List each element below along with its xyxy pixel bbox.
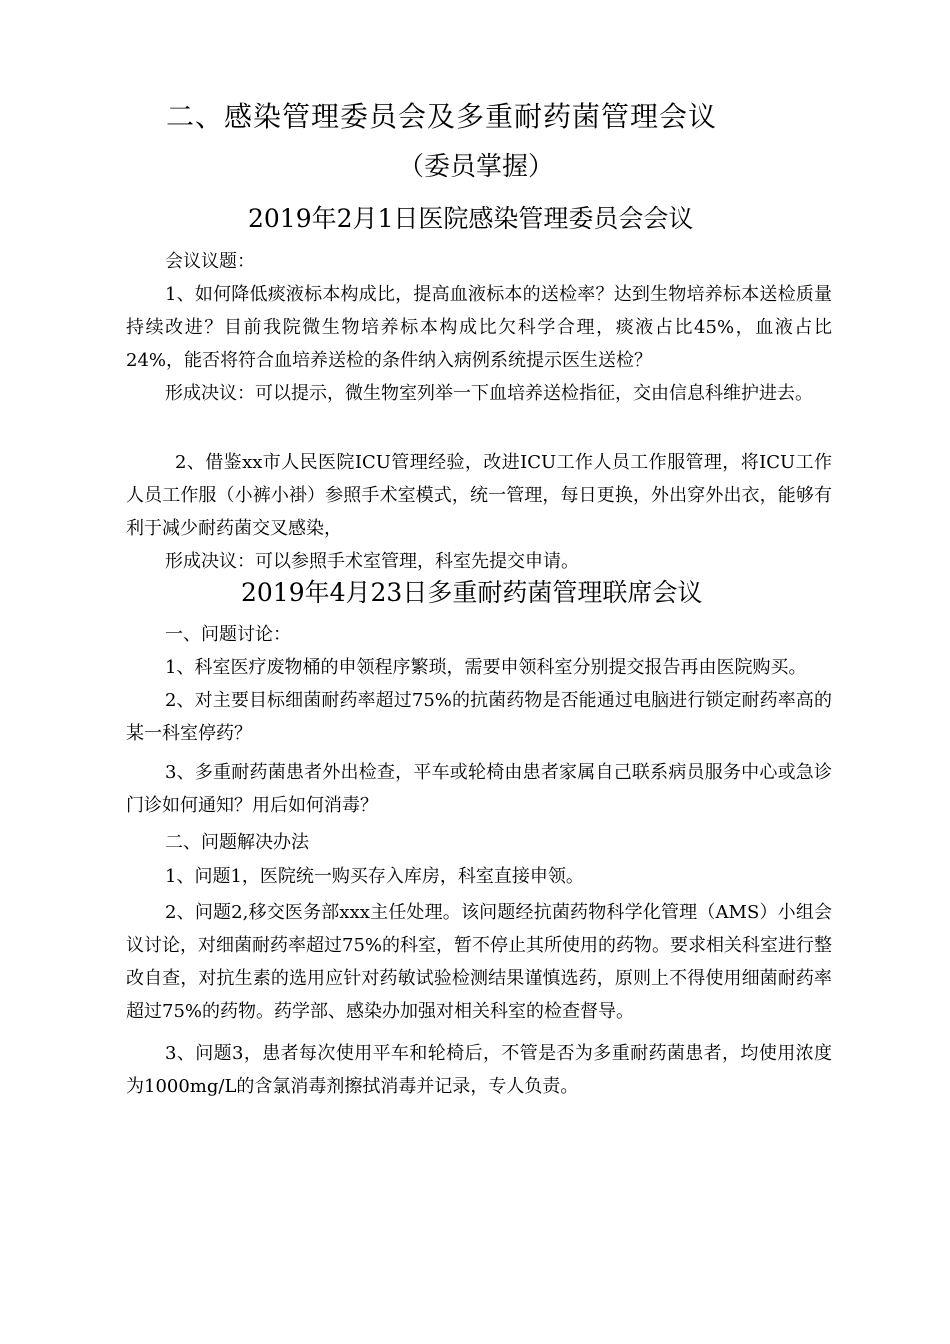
meeting1-item1: 1、如何降低痰液标本构成比，提高血液标本的送检率？达到生物培养标本送检质量持续改进？目前我院微生物培养标本构成比欠科学合理，痰液占比45%，血液占比24%，能否将符合血培养送检的条件纳入病例系统提示医生送检？ [126,284,832,371]
meeting2-solution2: 2、问题2,移交医务部xxx主任处理。该问题经抗菌药物科学化管理（AMS）小组会议讨论，对细菌耐药率超过75%的科室，暂不停止其所使用的药物。要求相关科室进行整改自查，对抗生素的选用应针对药敏试验检测结果谨慎选药，原则上不得使用细菌耐药率超过75%的药物。药学部、感染办加强对相关科室的检查督导。 [126,902,833,1022]
meeting2-question1: 1、科室医疗废物桶的申领程序繁琐，需要申领科室分别提交报告再由医院购买。 [165,657,807,678]
meeting2-question3: 3、多重耐药菌患者外出检查，平车或轮椅由患者家属自己联系病员服务中心或急诊门诊如何通知？用后如何消毒？ [126,762,832,816]
meeting2-solution3: 3、问题3，患者每次使用平车和轮椅后，不管是否为多重耐药菌患者，均使用浓度为1000mg/L的含氯消毒剂擦拭消毒并记录，专人负责。 [126,1043,832,1097]
document-title: 二、感染管理委员会及多重耐药菌管理会议 [166,100,718,133]
meeting1-agenda-label: 会议议题： [165,251,255,272]
meeting1-item2: 2、借鉴xx市人民医院ICU管理经验，改进ICU工作人员工作服管理，将ICU工作人员工作服（小裤小褂）参照手术室模式，统一管理，每日更换，外出穿外出衣，能够有利于减少耐药菌交叉感染， [126,452,832,539]
meeting1-resolution1: 形成决议：可以提示，微生物室列举一下血培养送检指征，交由信息科维护进去。 [165,383,813,404]
meeting2-heading: 2019年4月23日多重耐药菌管理联席会议 [241,578,703,607]
meeting2-solution1: 1、问题1，医院统一购买存入库房，科室直接申领。 [165,866,584,887]
document-subtitle: （委员掌握） [398,152,555,182]
meeting2-question2: 2、对主要目标细菌耐药率超过75%的抗菌药物是否能通过电脑进行锁定耐药率高的某一科室停药？ [126,690,832,744]
meeting2-solution-label: 二、问题解决办法 [165,832,309,853]
meeting1-resolution2: 形成决议：可以参照手术室管理，科室先提交申请。 [165,551,579,572]
meeting1-heading: 2019年2月1日医院感染管理委员会会议 [248,204,694,233]
meeting2-discussion-label: 一、问题讨论： [165,624,291,645]
